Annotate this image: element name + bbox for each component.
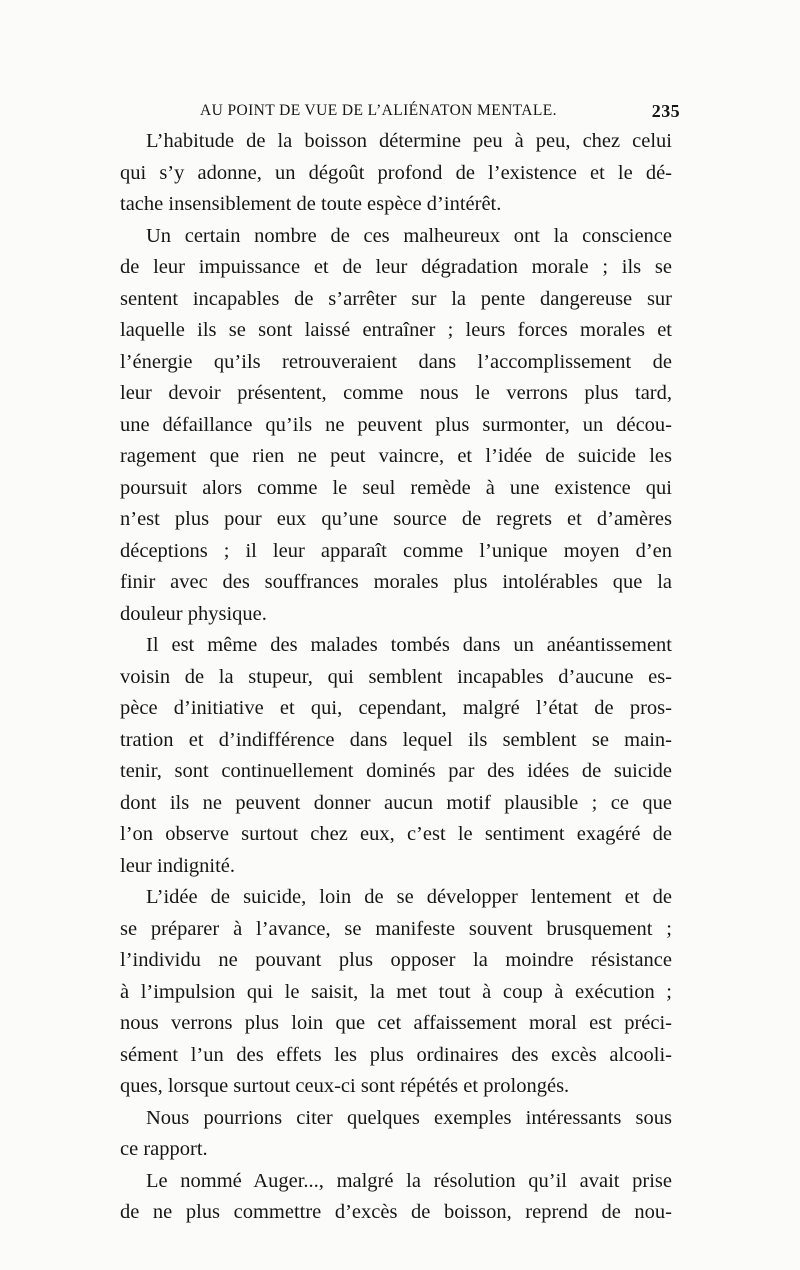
paragraph	[120, 221, 672, 631]
text-line: qui s’y adonne, un dégoût profond de l’existence et le dé-	[120, 161, 672, 184]
text-line: tration et d’indifférence dans lequel ils semblent se main-	[120, 728, 672, 751]
text-line: Un certain nombre de ces malheureux ont la conscience	[146, 224, 672, 247]
paragraph	[120, 882, 672, 1103]
text-line: dont ils ne peuvent donner aucun motif plausible ; ce que	[120, 791, 672, 814]
text-line: L’habitude de la boisson détermine peu à peu, chez celui	[146, 130, 672, 152]
text-line: l’énergie qu’ils retrouveraient dans l’accomplissement de	[120, 350, 672, 373]
text-line: ques, lorsque surtout ceux-ci sont répétés et prolongés.	[120, 1075, 570, 1097]
text-line: tenir, sont continuellement dominés par des idées de suicide	[120, 760, 672, 782]
text-line: ce rapport.	[120, 1138, 208, 1160]
text-line: Nous pourrions citer quelques exemples intéressants sous	[146, 1106, 672, 1129]
text-line: de leur impuissance et de leur dégradation morale ; ils se	[120, 256, 672, 278]
text-line: Le nommé Auger..., malgré la résolution qu’il avait prise	[146, 1169, 672, 1192]
text-line: laquelle ils se sont laissé entraîner ; leurs forces morales et	[120, 319, 672, 341]
text-line: l’on observe surtout chez eux, c’est le sentiment exagéré de	[120, 823, 672, 845]
text-line: l’individu ne pouvant plus opposer la moindre résistance	[120, 949, 672, 971]
body-text	[120, 126, 672, 1229]
running-head	[190, 100, 680, 122]
text-line: voisin de la stupeur, qui semblent incapables d’aucune es-	[120, 665, 672, 688]
text-line: à l’impulsion qui le saisit, la met tout à coup à exécution ;	[120, 980, 672, 1003]
paragraph	[120, 126, 672, 221]
text-line: finir avec des souffrances morales plus intolérables que la	[120, 571, 672, 593]
paragraph	[120, 630, 672, 882]
text-line: tache insensiblement de toute espèce d’intérêt.	[120, 193, 502, 215]
paragraph	[120, 1166, 672, 1229]
text-line: se préparer à l’avance, se manifeste souvent brusquement ;	[120, 917, 672, 940]
text-line: une défaillance qu’ils ne peuvent plus surmonter, un décou-	[120, 413, 672, 436]
text-line: Il est même des malades tombés dans un anéantissement	[146, 634, 672, 656]
page-number: 235	[651, 101, 680, 121]
text-line: douleur physique.	[120, 602, 267, 625]
text-line: leur devoir présentent, comme nous le verrons plus tard,	[120, 382, 672, 404]
text-line: ragement que rien ne peut vaincre, et l’idée de suicide les	[120, 445, 672, 467]
text-line: pèce d’initiative et qui, cependant, malgré l’état de pros-	[120, 697, 672, 719]
running-head-title: AU POINT DE VUE DE L’ALIÉNATON MENTALE.	[200, 102, 557, 119]
text-line: leur indignité.	[120, 854, 236, 877]
text-line: poursuit alors comme le seul remède à une existence qui	[120, 476, 672, 499]
text-line: déceptions ; il leur apparaît comme l’unique moyen d’en	[120, 539, 672, 562]
text-line: L’idée de suicide, loin de se développer lentement et de	[146, 886, 672, 908]
text-line: de ne plus commettre d’excès de boisson, reprend de nou-	[120, 1201, 672, 1223]
text-line: nous verrons plus loin que cet affaissement moral est préci-	[120, 1012, 672, 1034]
text-line: n’est plus pour eux qu’une source de regrets et d’amères	[120, 508, 672, 530]
text-line: sentent incapables de s’arrêter sur la pente dangereuse sur	[120, 287, 672, 310]
paragraph	[120, 1103, 672, 1166]
text-line: sément l’un des effets les plus ordinaires des excès alcooli-	[120, 1043, 672, 1066]
